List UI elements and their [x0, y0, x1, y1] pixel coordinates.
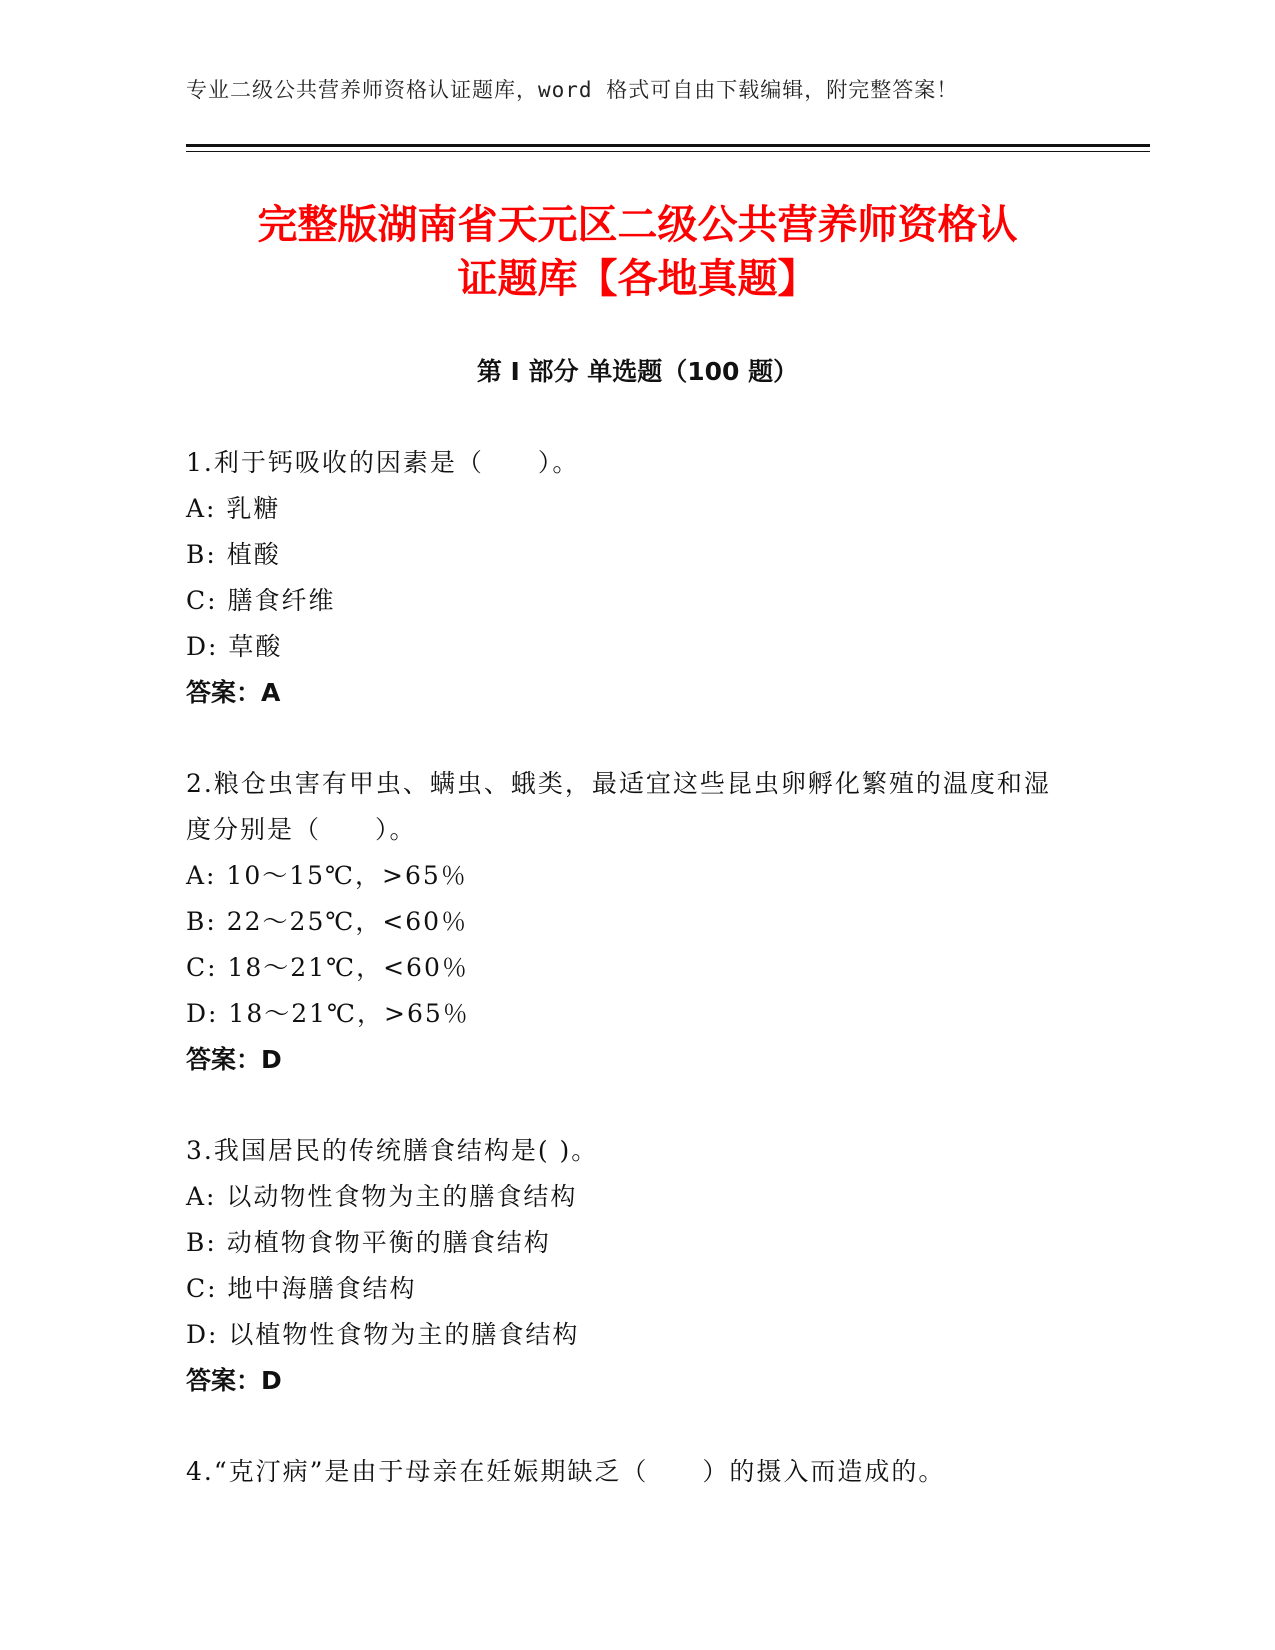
- option-d: D: 18～21℃，>65％: [186, 999, 470, 1028]
- option-c: C: 地中海膳食结构: [186, 1274, 417, 1303]
- question-list: [186, 440, 1066, 1540]
- option-c: C: 膳食纤维: [186, 586, 336, 615]
- question-4: [186, 1449, 1066, 1495]
- document-title: [150, 198, 1125, 306]
- answer: 答案：A: [186, 678, 281, 707]
- answer: 答案：D: [186, 1366, 282, 1395]
- answer: 答案：D: [186, 1045, 282, 1074]
- option-d: D: 以植物性食物为主的膳食结构: [186, 1320, 580, 1349]
- option-b: B: 植酸: [186, 540, 281, 569]
- option-c: C: 18～21℃，<60％: [186, 953, 469, 982]
- header-rule-thick: [186, 144, 1150, 147]
- question-stem: 1.利于钙吸收的因素是（ ）。: [186, 448, 580, 477]
- option-a: A: 乳糖: [186, 494, 281, 523]
- header-rule-thin: [186, 151, 1150, 152]
- option-b: B: 22～25℃，<60％: [186, 907, 469, 936]
- question-stem: 4.“克汀病”是由于母亲在妊娠期缺乏（ ）的摄入而造成的。: [186, 1457, 946, 1486]
- title-line-2: 证题库【各地真题】: [457, 256, 818, 302]
- question-1: [186, 440, 1066, 716]
- question-stem: 3.我国居民的传统膳食结构是( )。: [186, 1136, 599, 1165]
- section-title: 第 I 部分 单选题（100 题）: [476, 357, 799, 386]
- option-d: D: 草酸: [186, 632, 283, 661]
- option-a: A: 以动物性食物为主的膳食结构: [186, 1182, 578, 1211]
- title-line-1: 完整版湖南省天元区二级公共营养师资格认: [257, 202, 1018, 248]
- question-stem: 2.粮仓虫害有甲虫、螨虫、蛾类，最适宜这些昆虫卵孵化繁殖的温度和湿度分别是（ ）。: [186, 769, 1051, 844]
- option-a: A: 10～15℃，>65％: [186, 861, 468, 890]
- option-b: B: 动植物食物平衡的膳食结构: [186, 1228, 551, 1257]
- question-3: [186, 1128, 1066, 1404]
- question-2: [186, 761, 1066, 1083]
- header-note: 专业二级公共营养师资格认证题库，word 格式可自由下载编辑，附完整答案！: [186, 78, 959, 102]
